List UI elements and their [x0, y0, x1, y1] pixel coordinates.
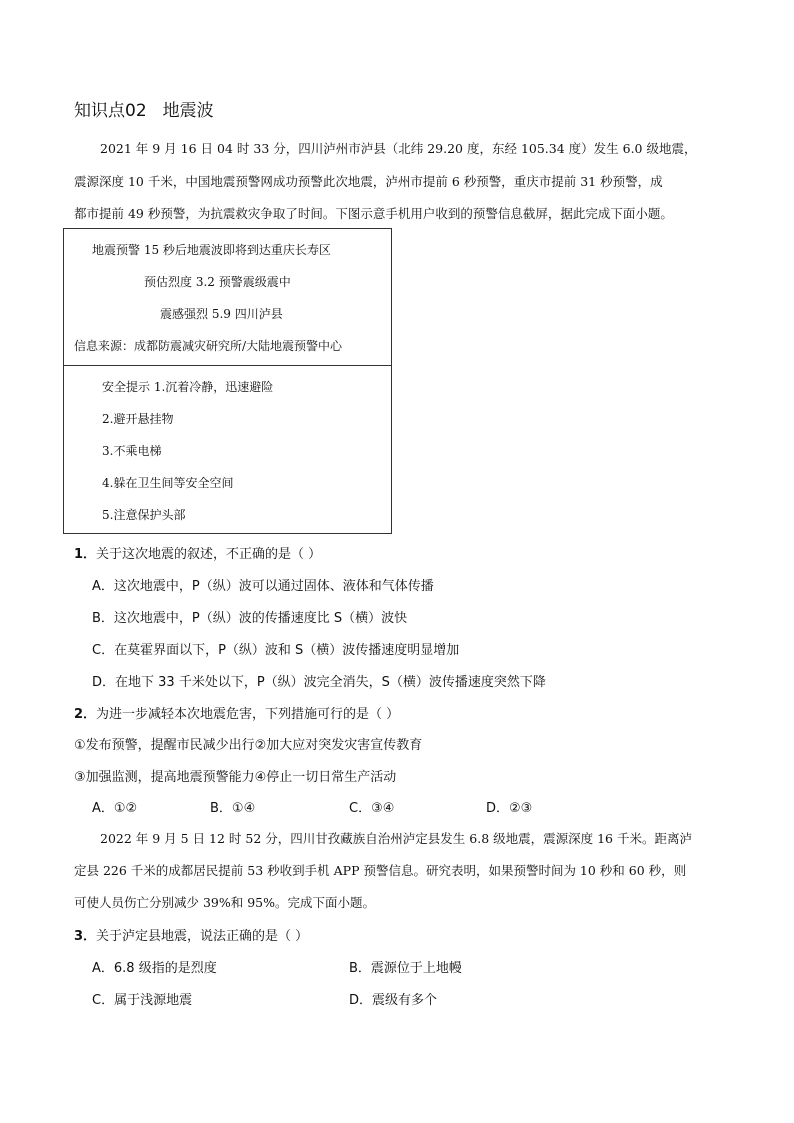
- question-3-option-d[interactable]: D．震级有多个: [349, 993, 438, 1008]
- safety-tip-4: 4.躲在卫生间等安全空间: [102, 476, 234, 490]
- safety-tip-5: 5.注意保护头部: [102, 508, 186, 522]
- question-3-number: 3．: [74, 929, 97, 944]
- question-1-option-d[interactable]: D．在地下 33 千米处以下，P（纵）波完全消失，S（横）波传播速度突然下降: [92, 675, 546, 690]
- question-1-option-b[interactable]: B．这次地震中，P（纵）波的传播速度比 S（横）波快: [92, 611, 408, 626]
- warning-line-1: 地震预警 15 秒后地震波即将到达重庆长寿区: [92, 243, 331, 257]
- safety-tip-1: 安全提示 1.沉着冷静，迅速避险: [102, 380, 274, 394]
- question-2-stem: [74, 703, 399, 722]
- passage2-line-3: 可使人员伤亡分别减少 39%和 95%。完成下面小题。: [74, 895, 376, 910]
- passage2-line-2: 定县 226 千米的成都居民提前 53 秒收到手机 APP 预警信息。研究表明，如果预警时间为 10 秒和 60 秒，则: [74, 863, 687, 878]
- safety-tip-2: 2.避开悬挂物: [102, 412, 174, 426]
- warning-line-2: 预估烈度 3.2 预警震级震中: [144, 275, 291, 289]
- section-name: 地震波: [162, 101, 214, 121]
- question-3-text: 关于泸定县地震，说法正确的是（ ）: [96, 929, 309, 944]
- safety-tip-3: 3.不乘电梯: [102, 444, 162, 458]
- question-1-option-a[interactable]: A．这次地震中，P（纵）波可以通过固体、液体和气体传播: [92, 579, 434, 594]
- question-3-option-b[interactable]: B．震源位于上地幔: [349, 961, 462, 976]
- question-2-statements-1: ①发布预警，提醒市民减少出行②加大应对突发灾害宣传教育: [74, 738, 423, 753]
- warning-message-box: [63, 228, 392, 534]
- question-1-text: 关于这次地震的叙述，不正确的是（ ）: [96, 547, 322, 562]
- question-2-option-a[interactable]: A．①②: [92, 801, 138, 816]
- question-3-option-a[interactable]: A．6.8 级指的是烈度: [92, 961, 217, 976]
- question-3-option-c[interactable]: C．属于浅源地震: [92, 993, 193, 1008]
- question-2-option-d[interactable]: D．②③: [486, 801, 533, 816]
- question-1-option-c[interactable]: C．在莫霍界面以下，P（纵）波和 S（横）波传播速度明显增加: [92, 643, 460, 658]
- section-number: 知识点02: [74, 101, 147, 121]
- question-1-stem: [74, 543, 321, 562]
- question-2-statements-2: ③加强监测，提高地震预警能力④停止一切日常生产活动: [74, 770, 397, 785]
- question-2-option-c[interactable]: C．③④: [349, 801, 395, 816]
- question-2-text: 为进一步减轻本次地震危害，下列措施可行的是（ ）: [96, 707, 400, 722]
- passage1-line-2: 震源深度 10 千米，中国地震预警网成功预警此次地震，泸州市提前 6 秒预警，重庆市提前 31 秒预警，成: [74, 174, 663, 189]
- warning-line-4: 信息来源：成都防震减灾研究所/大陆地震预警中心: [74, 339, 343, 353]
- passage1-line-1: 2021 年 9 月 16 日 04 时 33 分，四川泸州市泸县（北纬 29.20 度，东经 105.34 度）发生 6.0 级地震，: [100, 141, 697, 156]
- question-1-number: 1．: [74, 547, 97, 562]
- box-divider: [64, 365, 391, 366]
- warning-line-3: 震感强烈 5.9 四川泸县: [160, 307, 283, 321]
- question-2-number: 2．: [74, 707, 97, 722]
- question-3-stem: [74, 925, 308, 944]
- section-title: [74, 96, 214, 121]
- question-2-option-b[interactable]: B．①④: [210, 801, 256, 816]
- passage2-line-1: 2022 年 9 月 5 日 12 时 52 分，四川甘孜藏族自治州泸定县发生 6.8 级地震，震源深度 16 千米。距离泸: [100, 831, 692, 846]
- passage1-line-3: 都市提前 49 秒预警，为抗震救灾争取了时间。下图示意手机用户收到的预警信息截屏，据此完成下面小题。: [74, 206, 673, 221]
